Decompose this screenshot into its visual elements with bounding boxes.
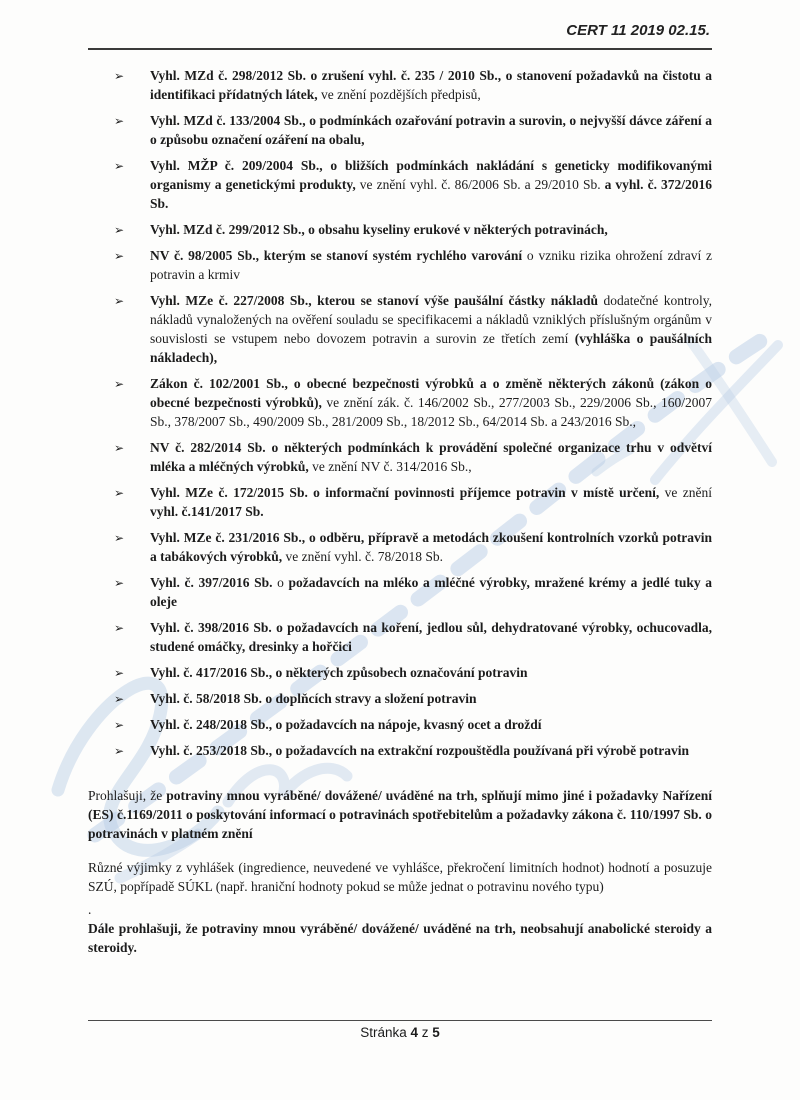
text-segment: potraviny mnou vyráběné/ dovážené/ uváděné na trh, splňují mimo jiné i požadavky Nařízení (ES) č.1169/2011 o poskytování informací o potravinách spotřebitelům a požadavky zákona č. 110/1997 Sb. o potravinách v platném znění bbox=[88, 788, 712, 841]
list-item bbox=[88, 528, 712, 566]
text-segment: Vyhl. MZe č. 227/2008 Sb., kterou se stanoví výše paušální částky nákladů bbox=[150, 293, 604, 308]
text-segment: NV č. 282/2014 Sb. o některých podmínkách k provádění společné organizace trhu v odvětví mléka a mléčných výrobků, bbox=[150, 440, 712, 474]
document-code-header: CERT 11 2019 02.15. bbox=[566, 22, 710, 39]
arrow-bullet-icon: ➢ bbox=[114, 114, 125, 128]
text-segment: Vyhl. č. 398/2016 Sb. o požadavcích na koření, jedlou sůl, dehydratované výrobky, ochucovadla, studené omáčky, dresinky a hořčici bbox=[150, 620, 712, 654]
list-item-text bbox=[150, 376, 712, 429]
list-item-text bbox=[150, 68, 712, 102]
text-segment: o bbox=[277, 575, 284, 590]
text-segment: Vyhl. č. 417/2016 Sb., o některých způsobech označování potravin bbox=[150, 665, 528, 680]
text-segment: Vyhl. MZe č. 231/2016 Sb., o odběru, přípravě a metodách zkoušení kontrolních vzorků potravin a tabákových výrobků, bbox=[150, 530, 712, 564]
text-segment: o vzniku rizika ohrožení zdraví z potravin a krmiv bbox=[150, 248, 712, 282]
text-segment: ve znění zák. č. 146/2002 Sb., 277/2003 Sb., 229/2006 Sb., 160/2007 Sb., 378/2007 Sb., 490/2009 Sb., 281/2009 Sb., 18/2012 Sb., 64/2014 Sb. a 243/2016 Sb., bbox=[150, 395, 712, 429]
list-item-text bbox=[150, 691, 477, 706]
arrow-bullet-icon: ➢ bbox=[114, 744, 125, 758]
arrow-bullet-icon: ➢ bbox=[114, 486, 125, 500]
text-segment: Stránka bbox=[360, 1025, 411, 1040]
text-segment: ve znění pozdějších předpisů, bbox=[321, 87, 481, 102]
regulation-list bbox=[88, 66, 712, 760]
text-segment: Vyhl. č. 397/2016 Sb. bbox=[150, 575, 278, 590]
arrow-bullet-icon: ➢ bbox=[114, 531, 125, 545]
list-item bbox=[88, 573, 712, 611]
exceptions-paragraph bbox=[88, 858, 712, 896]
text-segment: požadavcích na mléko a mléčné výrobky, mražené krémy a jedlé tuky a oleje bbox=[150, 575, 712, 609]
text-segment: (vyhláška o paušálních nákladech), bbox=[150, 331, 712, 365]
text-segment: Vyhl. č. 58/2018 Sb. o doplňcích stravy a složení potravin bbox=[150, 691, 477, 706]
list-item-text bbox=[150, 440, 712, 474]
list-item bbox=[88, 374, 712, 431]
list-item-text bbox=[150, 113, 712, 147]
text-segment: Dále prohlašuji, že potraviny mnou vyráběné/ dovážené/ uváděné na trh, neobsahují anabolické steroidy a steroidy. bbox=[88, 921, 712, 955]
list-item bbox=[88, 741, 712, 760]
arrow-bullet-icon: ➢ bbox=[114, 223, 125, 237]
list-item-text bbox=[150, 485, 712, 519]
text-segment: Vyhl. č. 253/2018 Sb., o požadavcích na extrakční rozpouštědla používaná při výrobě potravin bbox=[150, 743, 690, 758]
text-segment: . bbox=[88, 902, 92, 917]
list-item bbox=[88, 663, 712, 682]
list-item-text bbox=[150, 293, 712, 365]
text-segment: ve znění vyhl. č. 86/2006 Sb. a 29/2010 Sb. bbox=[359, 177, 605, 192]
text-segment: Vyhl. MZd č. 299/2012 Sb., o obsahu kyseliny erukové v některých potravinách, bbox=[150, 222, 608, 237]
footer-rule bbox=[88, 1020, 712, 1021]
text-segment: ve znění bbox=[664, 485, 712, 500]
list-item bbox=[88, 618, 712, 656]
text-segment: ve znění NV č. 314/2016 Sb., bbox=[312, 459, 472, 474]
text-segment: dodatečné kontroly, nákladů vynaložených na ověření souladu se specifikacemi a nákladů vzniklých příslušným orgánům v souvislosti se vstupem nebo dovozem potravin a surovin ze třetích zemí bbox=[150, 293, 712, 346]
list-item-text bbox=[150, 665, 528, 680]
list-item-text bbox=[150, 248, 712, 282]
text-segment: Vyhl. MZd č. 133/2004 Sb., o podmínkách ozařování potravin a surovin, o nejvyšší dávce záření a o způsobu označení ozáření na obalu, bbox=[150, 113, 712, 147]
arrow-bullet-icon: ➢ bbox=[114, 621, 125, 635]
list-item bbox=[88, 111, 712, 149]
stray-period bbox=[88, 903, 712, 917]
arrow-bullet-icon: ➢ bbox=[114, 69, 125, 83]
declaration-paragraphs bbox=[88, 786, 712, 957]
list-item-text bbox=[150, 717, 542, 732]
arrow-bullet-icon: ➢ bbox=[114, 294, 125, 308]
list-item-text bbox=[150, 158, 712, 211]
footer-page-label bbox=[88, 1025, 712, 1040]
list-item bbox=[88, 438, 712, 476]
list-item bbox=[88, 66, 712, 104]
arrow-bullet-icon: ➢ bbox=[114, 159, 125, 173]
arrow-bullet-icon: ➢ bbox=[114, 692, 125, 706]
arrow-bullet-icon: ➢ bbox=[114, 377, 125, 391]
steroids-declaration-paragraph bbox=[88, 919, 712, 957]
text-segment: Vyhl. MŽP č. 209/2004 Sb., o bližších podmínkách nakládání s geneticky modifikovanými organismy a genetickými produkty, bbox=[150, 158, 712, 192]
list-item bbox=[88, 156, 712, 213]
arrow-bullet-icon: ➢ bbox=[114, 666, 125, 680]
list-item bbox=[88, 689, 712, 708]
text-segment: Různé výjimky z vyhlášek (ingredience, neuvedené ve vyhlášce, překročení limitních hodnot) hodnotí a posuzuje SZÚ, popřípadě SÚKL (např. hraniční hodnoty pokud se může jednat o potravinu nového typu) bbox=[88, 860, 712, 894]
list-item bbox=[88, 220, 712, 239]
text-segment: NV č. 98/2005 Sb., kterým se stanoví systém rychlého varování bbox=[150, 248, 527, 263]
text-segment: Vyhl. MZe č. 172/2015 Sb. o informační povinnosti příjemce potravin v místě určení, bbox=[150, 485, 665, 500]
arrow-bullet-icon: ➢ bbox=[114, 718, 125, 732]
text-segment: vyhl. č.141/2017 Sb. bbox=[150, 504, 264, 519]
arrow-bullet-icon: ➢ bbox=[114, 576, 125, 590]
arrow-bullet-icon: ➢ bbox=[114, 249, 125, 263]
page-footer bbox=[88, 1020, 712, 1040]
text-segment: Vyhl. MZd č. 298/2012 Sb. o zrušení vyhl. č. 235 / 2010 Sb., o stanovení požadavků na čistotu a identifikaci přídatných látek, bbox=[150, 68, 712, 102]
list-item bbox=[88, 483, 712, 521]
declaration-paragraph bbox=[88, 786, 712, 843]
text-segment: 4 bbox=[410, 1025, 418, 1040]
list-item-text bbox=[150, 575, 712, 609]
text-segment: 5 bbox=[432, 1025, 440, 1040]
list-item bbox=[88, 291, 712, 367]
text-segment: a vyhl. č. 372/2016 Sb. bbox=[150, 177, 712, 211]
header-rule bbox=[88, 48, 712, 50]
list-item-text bbox=[150, 743, 689, 758]
arrow-bullet-icon: ➢ bbox=[114, 441, 125, 455]
list-item bbox=[88, 246, 712, 284]
text-segment: Prohlašuji, že bbox=[88, 788, 167, 803]
text-segment: Zákon č. 102/2001 Sb., o obecné bezpečnosti výrobků a o změně některých zákonů (zákon o obecné bezpečnosti výrobků), bbox=[150, 376, 712, 410]
list-item-text bbox=[150, 222, 608, 237]
list-item bbox=[88, 715, 712, 734]
text-segment: ve znění vyhl. č. 78/2018 Sb. bbox=[285, 549, 444, 564]
list-item-text bbox=[150, 620, 712, 654]
list-item-text bbox=[150, 530, 712, 564]
text-segment: Vyhl. č. 248/2018 Sb., o požadavcích na nápoje, kvasný ocet a droždí bbox=[150, 717, 542, 732]
text-segment: z bbox=[418, 1025, 433, 1040]
